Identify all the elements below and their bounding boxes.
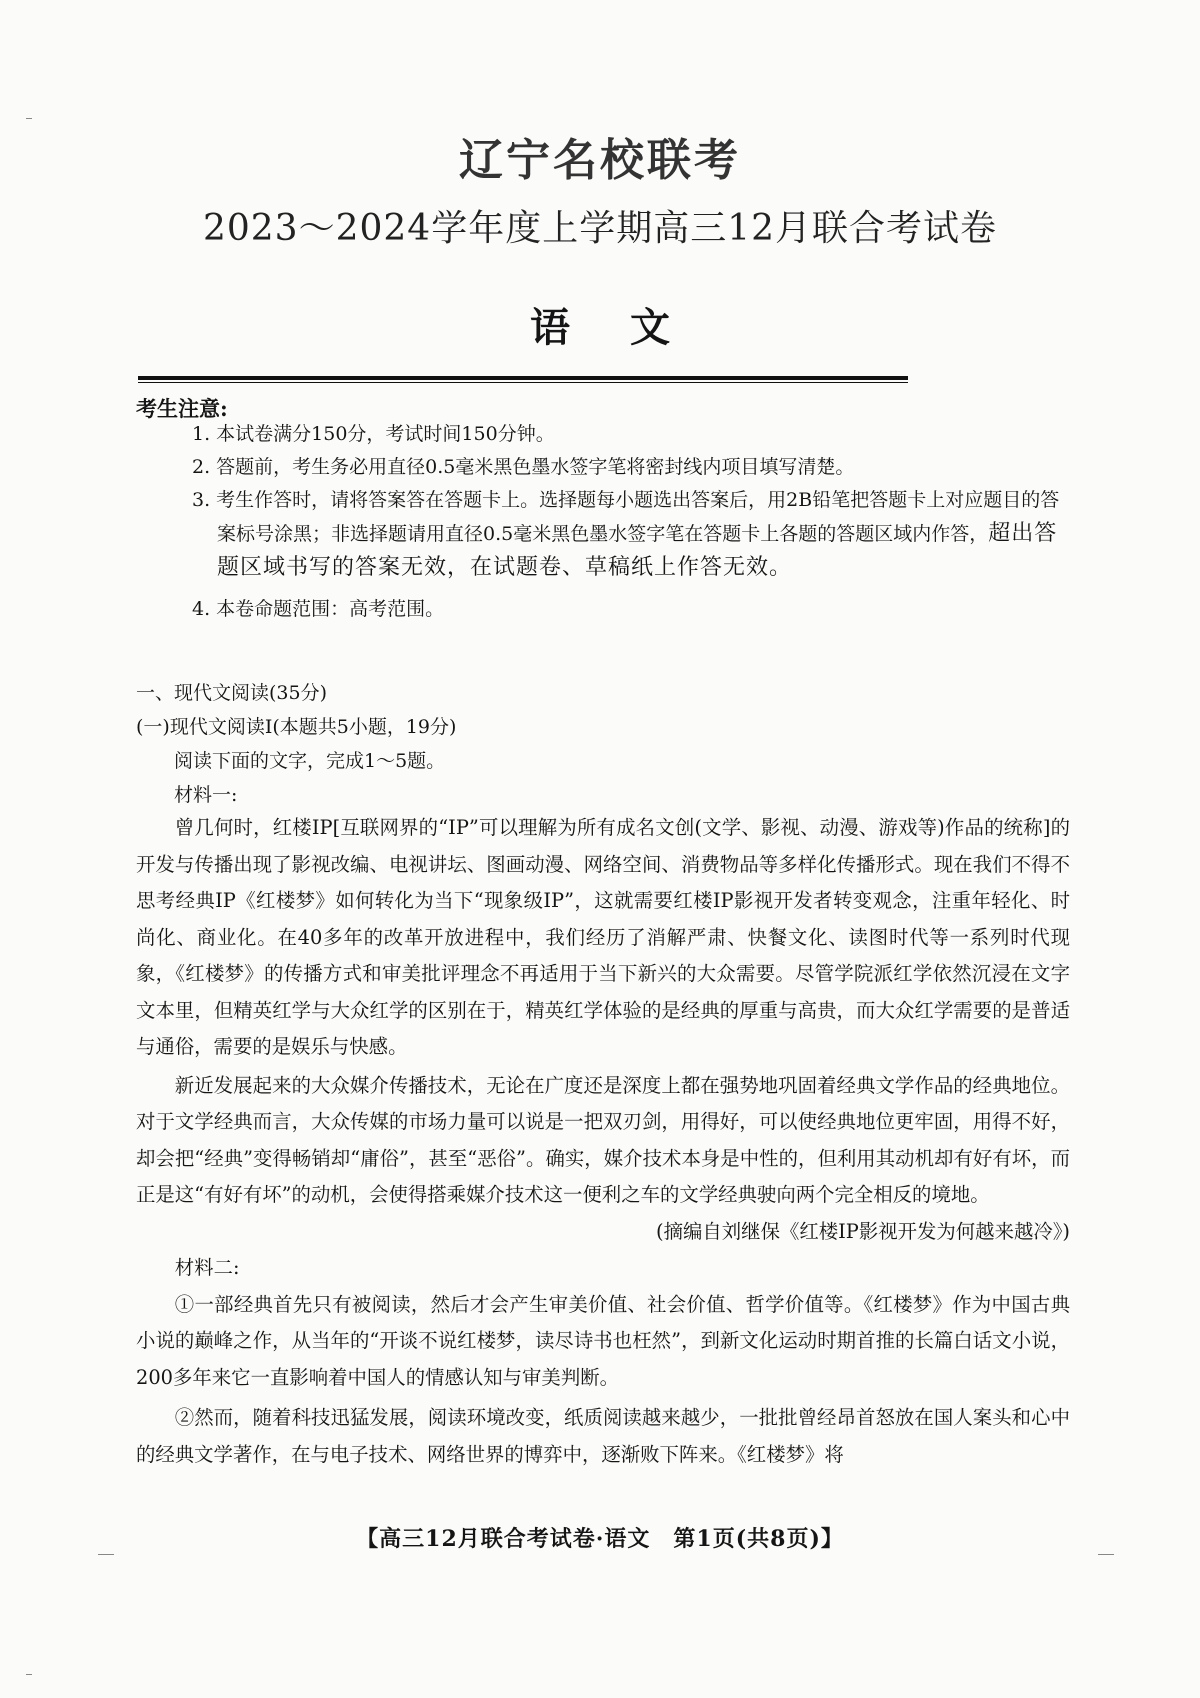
scan-mark xyxy=(26,1674,32,1675)
exam-subtitle: 2023～2024学年度上学期高三12月联合考试卷 xyxy=(202,208,998,249)
paragraph: 曾几何时，红楼IP[互联网界的“IP”可以理解为所有成名文创(文学、影视、动漫、游戏等)作品的统称]的开发与传播出现了影视改编、电视讲坛、图画动漫、网络空间、消费物品等多样化传播形式。现在我们不得不思考经典IP《红楼梦》如何转化为当下“现象级IP”，这就需要红楼IP影视开发者转变观念，注重年轻化、时尚化、商业化。在40多年的改革开放进程中，我们经历了消解严肃、快餐文化、读图时代等一系列时代现象，《红楼梦》的传播方式和审美批评理念不再适用于当下新兴的大众需要。尽管学院派红学依然沉浸在文字文本里，但精英红学与大众红学的区别在于，精英红学体验的是经典的厚重与高贵，而大众红学需要的是普适与通俗，需要的是娱乐与快感。 xyxy=(136,816,1070,1058)
paragraph: ①一部经典首先只有被阅读，然后才会产生审美价值、社会价值、哲学价值等。《红楼梦》作为中国古典小说的巅峰之作，从当年的“开谈不说红楼梦，读尽诗书也枉然”，到新文化运动时期首推的长篇白话文小说，200多年来它一直影响着中国人的情感认知与审美判断。 xyxy=(136,1292,1070,1389)
scan-mark xyxy=(98,1554,114,1555)
reading-instruction: 阅读下面的文字，完成1～5题。 xyxy=(174,750,446,772)
notice-list xyxy=(192,418,1072,626)
material-label: 材料一: xyxy=(174,784,238,806)
notice-heading: 考生注意: xyxy=(136,396,228,421)
notice-item-text: 3. 考生作答时，请将答案答在答题卡上。选择题每小题选出答案后，用2B铅笔把答题卡上对应题目的答案标号涂黑；非选择题请用直径0.5毫米黑色墨水签字笔在答题卡上各题的答题区域内作答， xyxy=(192,489,1060,545)
notice-item-emphasis: 超出答题区域书写的答案无效，在试题卷、草稿纸上作答无效。 xyxy=(217,521,1058,580)
subject-title: 语文 xyxy=(530,304,730,351)
subsection-heading: (一)现代文阅读Ⅰ(本题共5小题，19分) xyxy=(136,716,457,738)
notice-item: 2. 答题前，考生务必用直径0.5毫米黑色墨水签字笔将密封线内项目填写清楚。 xyxy=(192,456,855,478)
title-rule xyxy=(138,376,908,380)
notice-item: 1. 本试卷满分150分，考试时间150分钟。 xyxy=(192,423,555,445)
paragraph: ②然而，随着科技迅猛发展，阅读环境改变，纸质阅读越来越少，一批批曾经昂首怒放在国人案头和心中的经典文学著作，在与电子技术、网络世界的博弈中，逐渐败下阵来。《红楼梦》将 xyxy=(136,1406,1070,1466)
paragraph: 新近发展起来的大众媒介传播技术，无论在广度还是深度上都在强势地巩固着经典文学作品的经典地位。对于文学经典而言，大众传媒的市场力量可以说是一把双刃剑，用得好，可以使经典地位更牢固，用得不好，却会把“经典”变得畅销却“庸俗”，甚至“恶俗”。确实，媒介技术本身是中性的，但利用其动机却有好有坏，而正是这“有好有坏”的动机，会使得搭乘媒介技术这一便利之车的文学经典驶向两个完全相反的境地。 xyxy=(136,1073,1070,1206)
page-footer: 【高三12月联合考试卷·语文 第1页(共8页)】 xyxy=(356,1526,844,1552)
notice-item: 4. 本卷命题范围：高考范围。 xyxy=(192,598,445,620)
scan-mark xyxy=(1098,1554,1114,1555)
material-label: 材料二: xyxy=(174,1256,240,1279)
exam-title: 辽宁名校联考 xyxy=(459,135,741,186)
scan-mark xyxy=(26,118,32,119)
notice-item xyxy=(192,484,1072,585)
section-heading: 一、现代文阅读(35分) xyxy=(136,682,328,704)
title-rule-thin xyxy=(138,382,908,383)
source-citation: (摘编自刘继保《红楼IP影视开发为何越来越冷》) xyxy=(656,1219,1070,1243)
material-one xyxy=(136,810,1070,1473)
